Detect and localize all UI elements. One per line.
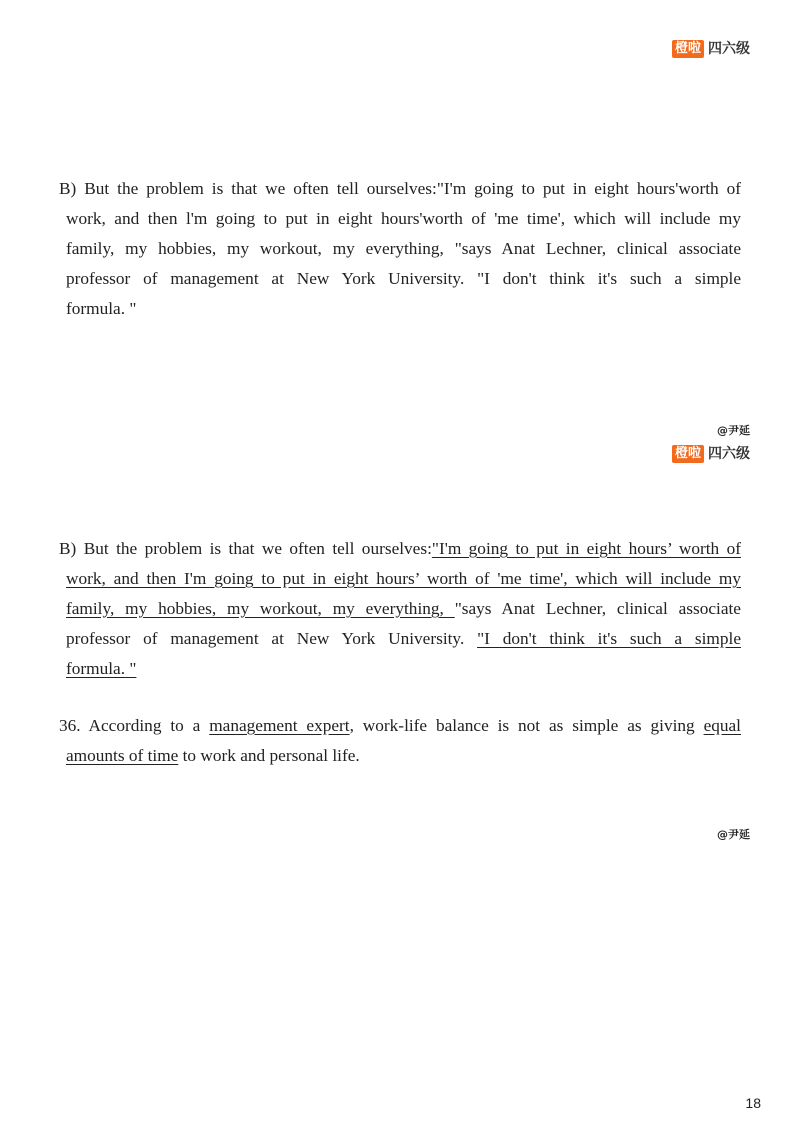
plain-text: "says Anat Lechner, clinical associate xyxy=(454,599,741,618)
brand-logo-mark: 橙啦 xyxy=(672,445,704,463)
underlined-text: work, and then I'm going to put in eight hours’ worth of 'me time', which will include my xyxy=(66,569,741,588)
plain-text: to work and personal life. xyxy=(178,746,360,765)
passage-line xyxy=(59,654,741,684)
passage-line: formula. " xyxy=(66,299,137,318)
plain-text: , work-life balance is not as simple as giving xyxy=(349,716,704,735)
brand-logo xyxy=(672,445,750,463)
passage-line: work, and then l'm going to put in eight hours'worth of 'me time', which will include my xyxy=(66,209,741,228)
passage-line xyxy=(59,594,741,624)
passage-excerpt-annotated xyxy=(59,534,741,684)
brand-logo-mark: 橙啦 xyxy=(672,40,704,58)
author-watermark: @尹延 xyxy=(717,424,750,437)
underlined-text: amounts of time xyxy=(66,746,179,765)
underlined-text: "I'm going to put in eight hours’ worth of xyxy=(431,539,741,558)
passage-excerpt xyxy=(59,174,741,324)
passage-line: B) But the problem is that we often tell ourselves:"I'm going to put in eight hours'worth of xyxy=(59,179,741,198)
page-number: 18 xyxy=(745,1095,761,1111)
plain-text: B) But the problem is that we often tell ourselves: xyxy=(59,539,432,558)
passage-line: professor of management at New York University. "I don't think it's such a simple xyxy=(66,269,741,288)
plain-text: professor of management at New York University. xyxy=(66,629,478,648)
question-line xyxy=(59,741,741,771)
underlined-text: "I don't think it's such a simple xyxy=(477,629,741,648)
question-line xyxy=(59,711,741,741)
brand-logo-text: 四六级 xyxy=(708,41,750,57)
plain-text: 36. According to a xyxy=(59,716,210,735)
passage-line xyxy=(59,564,741,594)
underlined-text: family, my hobbies, my workout, my everything, xyxy=(66,599,455,618)
passage-line: family, my hobbies, my workout, my everything, "says Anat Lechner, clinical associate xyxy=(66,239,741,258)
underlined-text: equal xyxy=(703,716,741,735)
passage-line xyxy=(59,534,741,564)
author-watermark: @尹延 xyxy=(717,828,750,841)
question-36 xyxy=(59,711,741,771)
underlined-text: formula. " xyxy=(66,659,137,678)
passage-line xyxy=(59,624,741,654)
brand-logo-text: 四六级 xyxy=(708,446,750,462)
brand-logo xyxy=(672,40,750,58)
underlined-text: management expert xyxy=(209,716,350,735)
